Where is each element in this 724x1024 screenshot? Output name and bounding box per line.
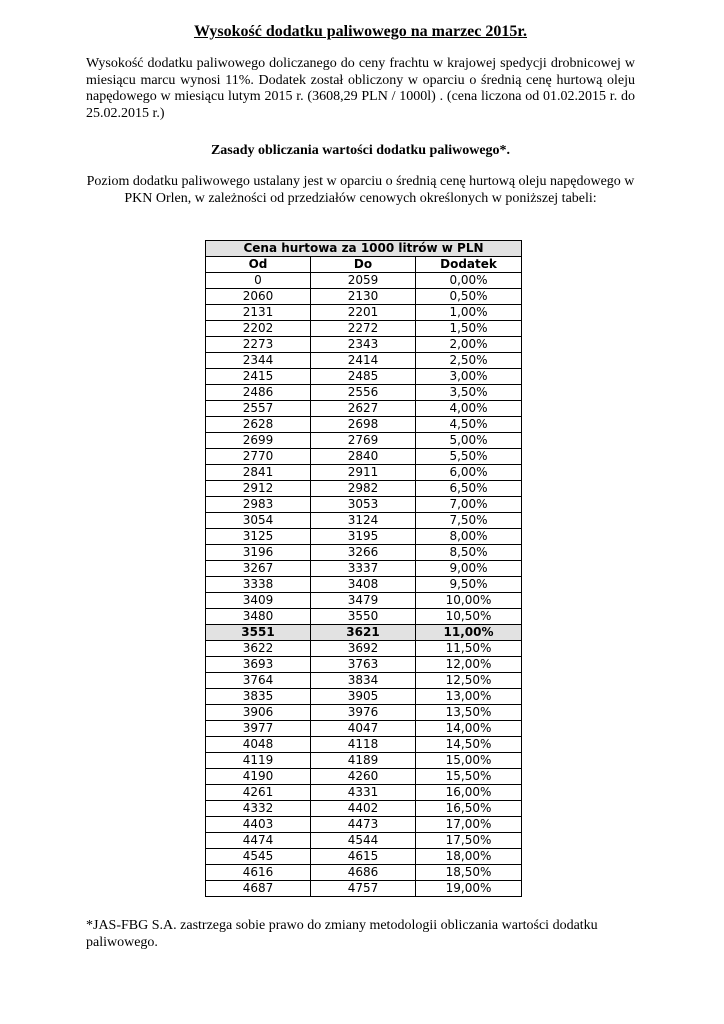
cell-od: 2557	[206, 401, 311, 417]
cell-do: 4544	[311, 833, 416, 849]
cell-dodatek: 1,50%	[416, 321, 522, 337]
table-row	[206, 273, 522, 289]
cell-do: 2059	[311, 273, 416, 289]
table-row	[206, 497, 522, 513]
table-row	[206, 881, 522, 897]
cell-od: 3267	[206, 561, 311, 577]
cell-od: 3551	[206, 625, 311, 641]
cell-od: 2202	[206, 321, 311, 337]
cell-do: 2982	[311, 481, 416, 497]
cell-do: 2769	[311, 433, 416, 449]
cell-do: 3479	[311, 593, 416, 609]
table-row	[206, 577, 522, 593]
cell-dodatek: 2,50%	[416, 353, 522, 369]
cell-dodatek: 3,00%	[416, 369, 522, 385]
cell-do: 3337	[311, 561, 416, 577]
cell-od: 4403	[206, 817, 311, 833]
cell-dodatek: 1,00%	[416, 305, 522, 321]
cell-dodatek: 5,50%	[416, 449, 522, 465]
surcharge-table-container	[205, 240, 521, 897]
cell-do: 2201	[311, 305, 416, 321]
cell-dodatek: 11,00%	[416, 625, 522, 641]
cell-dodatek: 6,50%	[416, 481, 522, 497]
cell-od: 3764	[206, 673, 311, 689]
cell-dodatek: 15,00%	[416, 753, 522, 769]
table-row	[206, 353, 522, 369]
cell-od: 4261	[206, 785, 311, 801]
table-row	[206, 865, 522, 881]
cell-od: 2131	[206, 305, 311, 321]
table-row	[206, 289, 522, 305]
cell-od: 2060	[206, 289, 311, 305]
table-row	[206, 737, 522, 753]
table-row	[206, 657, 522, 673]
table-row	[206, 513, 522, 529]
table-caption: Cena hurtowa za 1000 litrów w PLN	[206, 241, 522, 257]
cell-dodatek: 6,00%	[416, 465, 522, 481]
table-row	[206, 337, 522, 353]
cell-do: 3053	[311, 497, 416, 513]
cell-do: 3124	[311, 513, 416, 529]
cell-od: 2983	[206, 497, 311, 513]
cell-dodatek: 13,00%	[416, 689, 522, 705]
cell-do: 4402	[311, 801, 416, 817]
cell-od: 2912	[206, 481, 311, 497]
cell-do: 2485	[311, 369, 416, 385]
cell-do: 3834	[311, 673, 416, 689]
cell-dodatek: 15,50%	[416, 769, 522, 785]
cell-od: 4616	[206, 865, 311, 881]
table-row	[206, 321, 522, 337]
cell-od: 3338	[206, 577, 311, 593]
cell-dodatek: 16,00%	[416, 785, 522, 801]
table-row	[206, 833, 522, 849]
cell-dodatek: 16,50%	[416, 801, 522, 817]
cell-do: 3621	[311, 625, 416, 641]
cell-od: 2273	[206, 337, 311, 353]
cell-od: 3835	[206, 689, 311, 705]
cell-dodatek: 12,00%	[416, 657, 522, 673]
table-row	[206, 545, 522, 561]
cell-dodatek: 0,00%	[416, 273, 522, 289]
cell-dodatek: 5,00%	[416, 433, 522, 449]
cell-dodatek: 18,50%	[416, 865, 522, 881]
cell-dodatek: 19,00%	[416, 881, 522, 897]
cell-do: 3550	[311, 609, 416, 625]
cell-dodatek: 18,00%	[416, 849, 522, 865]
cell-od: 4687	[206, 881, 311, 897]
cell-do: 4615	[311, 849, 416, 865]
cell-do: 3763	[311, 657, 416, 673]
cell-od: 2486	[206, 385, 311, 401]
cell-od: 3693	[206, 657, 311, 673]
cell-dodatek: 10,50%	[416, 609, 522, 625]
table-body	[206, 273, 522, 897]
column-header-dodatek: Dodatek	[416, 257, 522, 273]
cell-do: 2911	[311, 465, 416, 481]
cell-dodatek: 17,00%	[416, 817, 522, 833]
cell-od: 3125	[206, 529, 311, 545]
cell-od: 3054	[206, 513, 311, 529]
cell-do: 4047	[311, 721, 416, 737]
cell-od: 2344	[206, 353, 311, 369]
rules-paragraph: Poziom dodatku paliwowego ustalany jest w oparciu o średnią cenę hurtową oleju napędowego w PKN Orlen, w zależności od przedziałów cenowych określonych w poniższej tabeli:	[86, 174, 635, 206]
cell-do: 4757	[311, 881, 416, 897]
cell-od: 4190	[206, 769, 311, 785]
column-header-do: Do	[311, 257, 416, 273]
cell-do: 4686	[311, 865, 416, 881]
intro-paragraph: Wysokość dodatku paliwowego doliczanego do ceny frachtu w krajowej spedycji drobnicowej w miesiącu marcu wynosi 11%. Dodatek został obliczony w oparciu o średnią cenę hurtową oleju napędowego w miesiącu lutym 2015 r. (3608,29 PLN / 1000l) . (cena liczona od 01.02.2015 r. do 25.02.2015 r.)	[86, 56, 635, 121]
cell-od: 4545	[206, 849, 311, 865]
table-row	[206, 305, 522, 321]
footnote: *JAS-FBG S.A. zastrzega sobie prawo do zmiany metodologii obliczania wartości dodatku paliwowego.	[86, 918, 598, 950]
cell-dodatek: 0,50%	[416, 289, 522, 305]
cell-od: 3409	[206, 593, 311, 609]
column-header-od: Od	[206, 257, 311, 273]
cell-dodatek: 2,00%	[416, 337, 522, 353]
cell-od: 3906	[206, 705, 311, 721]
cell-od: 3196	[206, 545, 311, 561]
cell-dodatek: 4,50%	[416, 417, 522, 433]
cell-do: 3905	[311, 689, 416, 705]
table-row	[206, 593, 522, 609]
surcharge-table	[205, 240, 522, 897]
table-row	[206, 481, 522, 497]
table-row	[206, 641, 522, 657]
table-row	[206, 369, 522, 385]
table-row	[206, 817, 522, 833]
cell-od: 3622	[206, 641, 311, 657]
table-row	[206, 433, 522, 449]
table-row	[206, 625, 522, 641]
cell-od: 2770	[206, 449, 311, 465]
cell-do: 2840	[311, 449, 416, 465]
cell-do: 4189	[311, 753, 416, 769]
cell-dodatek: 8,50%	[416, 545, 522, 561]
cell-dodatek: 12,50%	[416, 673, 522, 689]
cell-dodatek: 8,00%	[416, 529, 522, 545]
cell-do: 2627	[311, 401, 416, 417]
cell-do: 4331	[311, 785, 416, 801]
cell-od: 4474	[206, 833, 311, 849]
cell-dodatek: 7,50%	[416, 513, 522, 529]
cell-do: 3408	[311, 577, 416, 593]
cell-od: 4048	[206, 737, 311, 753]
cell-od: 3977	[206, 721, 311, 737]
cell-dodatek: 9,00%	[416, 561, 522, 577]
table-row	[206, 401, 522, 417]
table-row	[206, 769, 522, 785]
cell-do: 2272	[311, 321, 416, 337]
section-subtitle: Zasady obliczania wartości dodatku paliwowego*.	[210, 143, 511, 158]
cell-dodatek: 13,50%	[416, 705, 522, 721]
table-row	[206, 721, 522, 737]
table-row	[206, 849, 522, 865]
cell-do: 4473	[311, 817, 416, 833]
table-row	[206, 449, 522, 465]
cell-od: 2628	[206, 417, 311, 433]
table-row	[206, 609, 522, 625]
cell-od: 2415	[206, 369, 311, 385]
cell-do: 2343	[311, 337, 416, 353]
cell-do: 3266	[311, 545, 416, 561]
cell-dodatek: 3,50%	[416, 385, 522, 401]
cell-od: 2841	[206, 465, 311, 481]
cell-dodatek: 11,50%	[416, 641, 522, 657]
cell-do: 2130	[311, 289, 416, 305]
cell-do: 3692	[311, 641, 416, 657]
cell-od: 2699	[206, 433, 311, 449]
cell-dodatek: 14,50%	[416, 737, 522, 753]
document-title: Wysokość dodatku paliwowego na marzec 2015r.	[193, 23, 528, 40]
cell-dodatek: 17,50%	[416, 833, 522, 849]
table-row	[206, 673, 522, 689]
table-row	[206, 705, 522, 721]
cell-do: 4118	[311, 737, 416, 753]
cell-od: 3480	[206, 609, 311, 625]
table-row	[206, 465, 522, 481]
table-row	[206, 753, 522, 769]
cell-dodatek: 14,00%	[416, 721, 522, 737]
table-row	[206, 785, 522, 801]
cell-do: 4260	[311, 769, 416, 785]
table-row	[206, 801, 522, 817]
table-row	[206, 417, 522, 433]
cell-do: 2414	[311, 353, 416, 369]
table-row	[206, 385, 522, 401]
table-row	[206, 689, 522, 705]
cell-do: 2698	[311, 417, 416, 433]
cell-dodatek: 4,00%	[416, 401, 522, 417]
table-row	[206, 529, 522, 545]
cell-do: 3976	[311, 705, 416, 721]
cell-dodatek: 7,00%	[416, 497, 522, 513]
table-row	[206, 561, 522, 577]
cell-do: 3195	[311, 529, 416, 545]
cell-dodatek: 10,00%	[416, 593, 522, 609]
cell-od: 4119	[206, 753, 311, 769]
cell-od: 4332	[206, 801, 311, 817]
cell-od: 0	[206, 273, 311, 289]
cell-do: 2556	[311, 385, 416, 401]
cell-dodatek: 9,50%	[416, 577, 522, 593]
